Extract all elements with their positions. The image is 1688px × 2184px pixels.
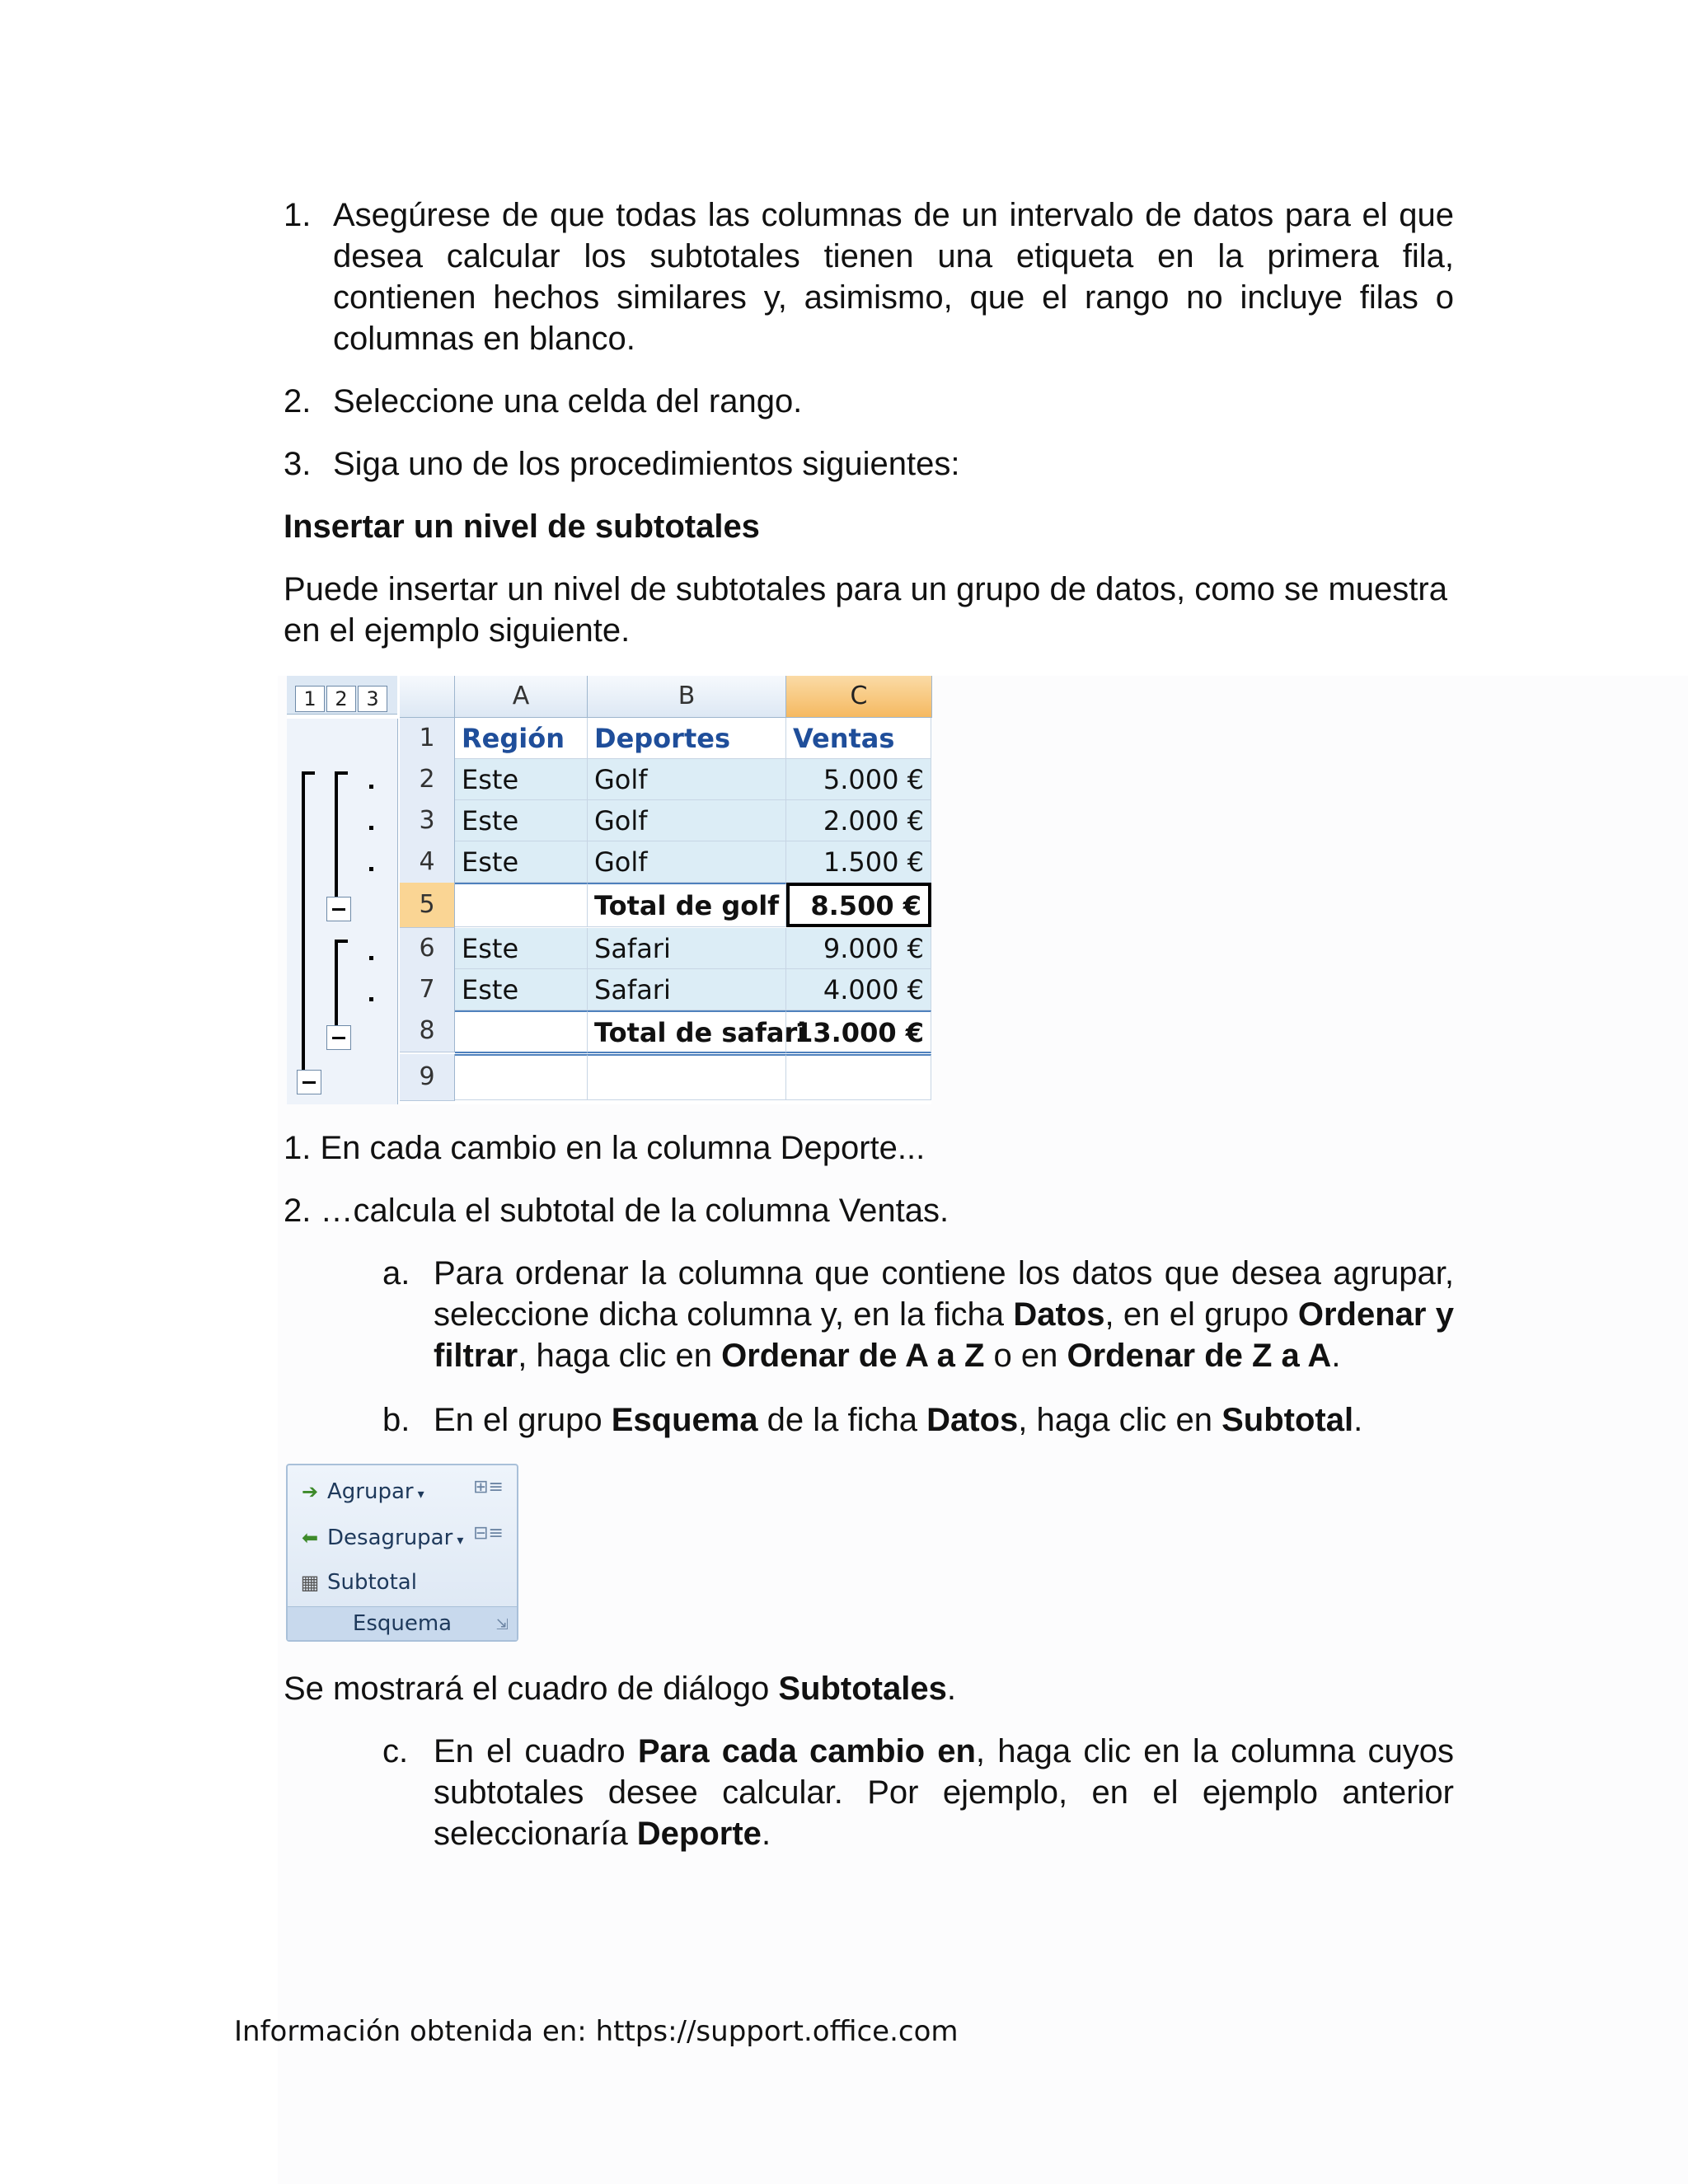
row-header[interactable]: 5 [400, 883, 455, 928]
row-header[interactable]: 3 [400, 800, 455, 842]
cell-c8[interactable]: 13.000 € [786, 1010, 931, 1053]
desagrupar-button[interactable] [299, 1523, 463, 1555]
cell-a2[interactable]: Este [455, 759, 588, 800]
substep-c-text: En el cuadro Para cada cambio en, haga clic en la columna cuyos subtotales desee calcular. Por ejemplo, en el ejemplo anterior seleccionaría Deporte. [434, 1733, 1455, 1852]
esquema-ribbon-group [286, 1464, 518, 1642]
select-all-corner[interactable] [400, 676, 455, 718]
cell-b7[interactable]: Safari [588, 969, 786, 1010]
note-2: 2. …calcula el subtotal de la columna Ventas. [284, 1193, 950, 1229]
cell-c2[interactable]: 5.000 € [786, 759, 931, 800]
column-header-b[interactable]: B [588, 676, 786, 718]
outline-bracket-golf [335, 771, 338, 903]
row-header[interactable]: 4 [400, 841, 455, 883]
cell-c4[interactable]: 1.500 € [786, 841, 931, 883]
cell-c5-active[interactable]: 8.500 € [786, 883, 931, 927]
cell-c3[interactable]: 2.000 € [786, 800, 931, 841]
cell-b1[interactable]: Deportes [588, 718, 786, 759]
group-arrow-icon: ➔ [301, 1480, 319, 1503]
step-1-number: 1. [284, 197, 312, 233]
dropdown-arrow-icon: ▾ [452, 1532, 464, 1548]
outline-detail-dot [369, 785, 373, 789]
outline-detail-dot [369, 867, 373, 871]
substep-b-text: En el grupo Esquema de la ficha Datos, haga clic en Subtotal. [434, 1402, 1363, 1438]
outline-level-1-button[interactable]: 1 [295, 686, 325, 712]
outline-level-3-button[interactable]: 3 [358, 686, 387, 712]
outline-detail-dot [369, 826, 373, 830]
step-2-text: Seleccione una celda del rango. [333, 383, 803, 419]
collapse-golf-button[interactable] [326, 897, 351, 921]
substep-b-label: b. [382, 1402, 410, 1438]
row-header[interactable]: 6 [400, 928, 455, 970]
subtotal-button[interactable] [299, 1568, 417, 1597]
subtotal-example-sheet [287, 676, 931, 1104]
agrupar-button[interactable] [299, 1477, 424, 1509]
cell-b5[interactable]: Total de golf [588, 883, 786, 927]
column-header-a[interactable]: A [455, 676, 588, 718]
show-detail-icon[interactable]: ⊞≡ [473, 1477, 504, 1497]
note-1: 1. En cada cambio en la columna Deporte... [284, 1130, 926, 1166]
cell-a6[interactable]: Este [455, 928, 588, 969]
outline-level-2-button[interactable]: 2 [326, 686, 356, 712]
dialog-sentence: Se mostrará el cuadro de diálogo Subtotales. [284, 1671, 956, 1707]
cell-a9[interactable] [455, 1054, 588, 1100]
outline-bracket-level-1-cap [302, 771, 315, 775]
cell-a5[interactable] [455, 883, 588, 927]
step-2-number: 2. [284, 383, 312, 419]
cell-a8[interactable] [455, 1010, 588, 1053]
outline-detail-dot [369, 997, 373, 1001]
outline-bracket-safari-cap [335, 940, 348, 943]
collapse-level-1-button[interactable] [297, 1070, 321, 1094]
substep-c-label: c. [382, 1733, 409, 1769]
cell-b2[interactable]: Golf [588, 759, 786, 800]
substep-a-label: a. [382, 1255, 410, 1291]
cell-c1[interactable]: Ventas [786, 718, 931, 759]
footer-source: Información obtenida en: https://support.office.com [234, 2015, 959, 2048]
row-header[interactable]: 9 [400, 1054, 455, 1101]
intro-paragraph: Puede insertar un nivel de subtotales para un grupo de datos, como se muestra en el ejemplo siguiente. [284, 571, 1447, 649]
outline-bracket-level-1 [302, 771, 305, 1088]
section-heading: Insertar un nivel de subtotales [284, 509, 760, 545]
cell-b6[interactable]: Safari [588, 928, 786, 969]
cell-c7[interactable]: 4.000 € [786, 969, 931, 1010]
substep-a-text: Para ordenar la columna que contiene los datos que desea agrupar, seleccione dicha columna y, en la ficha Datos, en el grupo Ordenar y filtrar, haga clic en Ordenar de A a Z o en Ordenar de Z a A. [434, 1255, 1455, 1374]
cell-c6[interactable]: 9.000 € [786, 928, 931, 969]
step-3-number: 3. [284, 446, 312, 482]
outline-bracket-golf-cap [335, 771, 348, 775]
row-header[interactable]: 2 [400, 759, 455, 801]
cell-a1[interactable]: Región [455, 718, 588, 759]
cell-b4[interactable]: Golf [588, 841, 786, 883]
column-header-c[interactable]: C [786, 676, 932, 718]
agrupar-label: Agrupar [327, 1479, 414, 1504]
row-header[interactable]: 1 [400, 718, 455, 760]
cell-a4[interactable]: Este [455, 841, 588, 883]
subtotal-grid-icon: ▦ [300, 1571, 320, 1594]
cell-b3[interactable]: Golf [588, 800, 786, 841]
row-header[interactable]: 8 [400, 1010, 455, 1052]
cell-b8[interactable]: Total de safari [588, 1010, 786, 1053]
cell-a3[interactable]: Este [455, 800, 588, 841]
row-header[interactable]: 7 [400, 969, 455, 1011]
dialog-launcher-icon[interactable]: ⇲ [495, 1616, 509, 1633]
cell-b9[interactable] [588, 1054, 786, 1100]
desagrupar-label: Desagrupar [327, 1526, 453, 1550]
subtotal-label: Subtotal [327, 1570, 417, 1595]
step-1-text: Asegúrese de que todas las columnas de un intervalo de datos para el que desea calcular los subtotales tienen una etiqueta en la primera fila, contienen hechos similares y, asimismo, que el rango no incluye filas o columnas en blanco. [333, 197, 1454, 357]
hide-detail-icon[interactable]: ⊟≡ [473, 1523, 504, 1544]
dropdown-arrow-icon: ▾ [413, 1486, 424, 1502]
outline-bracket-safari [335, 940, 338, 1035]
step-3-text: Siga uno de los procedimientos siguientes: [333, 446, 960, 482]
outline-level-bar [287, 676, 397, 715]
collapse-safari-button[interactable] [326, 1025, 351, 1050]
ungroup-arrow-icon: ⬅ [301, 1526, 319, 1549]
esquema-group-label: Esquema [288, 1606, 517, 1640]
cell-c9[interactable] [786, 1054, 931, 1100]
cell-a7[interactable]: Este [455, 969, 588, 1010]
outline-detail-dot [369, 956, 373, 960]
